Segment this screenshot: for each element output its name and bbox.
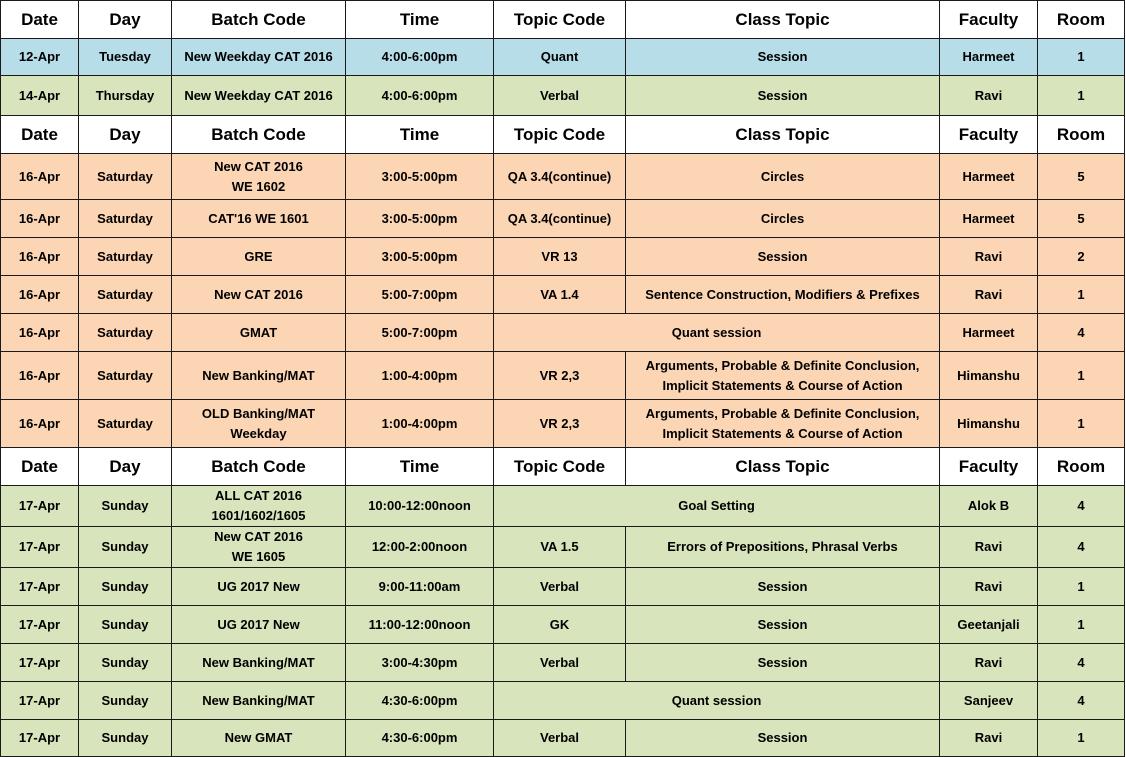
cell-room: 4 bbox=[1038, 314, 1125, 352]
cell-room: 4 bbox=[1038, 486, 1125, 527]
cell-day: Saturday bbox=[79, 314, 172, 352]
cell-batch-code: New Banking/MAT bbox=[172, 352, 346, 400]
table-row bbox=[1, 314, 1125, 352]
cell-date: 16-Apr bbox=[1, 238, 79, 276]
header-batch-code: Batch Code bbox=[172, 116, 346, 154]
cell-date: 17-Apr bbox=[1, 486, 79, 527]
table-row bbox=[1, 568, 1125, 606]
cell-room: 1 bbox=[1038, 568, 1125, 606]
cell-date: 16-Apr bbox=[1, 154, 79, 200]
cell-topic-code: VR 2,3 bbox=[494, 400, 626, 448]
cell-batch-code: New Weekday CAT 2016 bbox=[172, 39, 346, 76]
header-time: Time bbox=[346, 1, 494, 39]
cell-merged-topic: Quant session bbox=[494, 314, 940, 352]
cell-date: 12-Apr bbox=[1, 39, 79, 76]
header-class-topic: Class Topic bbox=[626, 1, 940, 39]
header-date: Date bbox=[1, 448, 79, 486]
cell-day: Saturday bbox=[79, 400, 172, 448]
header-row bbox=[1, 1, 1125, 39]
cell-room: 1 bbox=[1038, 76, 1125, 116]
cell-room: 5 bbox=[1038, 200, 1125, 238]
cell-batch-code: CAT'16 WE 1601 bbox=[172, 200, 346, 238]
header-faculty: Faculty bbox=[940, 448, 1038, 486]
cell-faculty: Ravi bbox=[940, 568, 1038, 606]
cell-topic-code: VR 13 bbox=[494, 238, 626, 276]
table-row bbox=[1, 76, 1125, 116]
cell-batch-code: New Banking/MAT bbox=[172, 644, 346, 682]
cell-date: 16-Apr bbox=[1, 400, 79, 448]
cell-batch-code: GRE bbox=[172, 238, 346, 276]
cell-topic-code: Quant bbox=[494, 39, 626, 76]
cell-date: 16-Apr bbox=[1, 276, 79, 314]
cell-class-topic: Sentence Construction, Modifiers & Prefixes bbox=[626, 276, 940, 314]
table-row bbox=[1, 527, 1125, 568]
header-time: Time bbox=[346, 116, 494, 154]
header-day: Day bbox=[79, 1, 172, 39]
cell-time: 11:00-12:00noon bbox=[346, 606, 494, 644]
cell-class-topic: Session bbox=[626, 568, 940, 606]
cell-topic-code: Verbal bbox=[494, 76, 626, 116]
cell-batch-code: UG 2017 New bbox=[172, 606, 346, 644]
cell-room: 1 bbox=[1038, 352, 1125, 400]
cell-date: 16-Apr bbox=[1, 200, 79, 238]
cell-class-topic: Session bbox=[626, 644, 940, 682]
cell-topic-code: QA 3.4(continue) bbox=[494, 200, 626, 238]
cell-day: Saturday bbox=[79, 200, 172, 238]
cell-time: 3:00-4:30pm bbox=[346, 644, 494, 682]
header-topic-code: Topic Code bbox=[494, 116, 626, 154]
cell-topic-code: Verbal bbox=[494, 568, 626, 606]
cell-class-topic: Circles bbox=[626, 154, 940, 200]
cell-day: Tuesday bbox=[79, 39, 172, 76]
table-row bbox=[1, 720, 1125, 757]
cell-date: 17-Apr bbox=[1, 682, 79, 720]
header-batch-code: Batch Code bbox=[172, 1, 346, 39]
header-room: Room bbox=[1038, 1, 1125, 39]
header-day: Day bbox=[79, 116, 172, 154]
cell-day: Sunday bbox=[79, 644, 172, 682]
cell-faculty: Harmeet bbox=[940, 314, 1038, 352]
cell-time: 4:30-6:00pm bbox=[346, 682, 494, 720]
table-row bbox=[1, 39, 1125, 76]
table-row bbox=[1, 352, 1125, 400]
cell-time: 4:30-6:00pm bbox=[346, 720, 494, 757]
cell-day: Sunday bbox=[79, 682, 172, 720]
cell-batch-code: New CAT 2016 WE 1605 bbox=[172, 527, 346, 568]
cell-batch-code: OLD Banking/MAT Weekday bbox=[172, 400, 346, 448]
cell-date: 17-Apr bbox=[1, 606, 79, 644]
cell-class-topic: Errors of Prepositions, Phrasal Verbs bbox=[626, 527, 940, 568]
header-class-topic: Class Topic bbox=[626, 116, 940, 154]
cell-day: Saturday bbox=[79, 154, 172, 200]
header-date: Date bbox=[1, 1, 79, 39]
cell-day: Thursday bbox=[79, 76, 172, 116]
cell-merged-topic: Quant session bbox=[494, 682, 940, 720]
cell-day: Sunday bbox=[79, 486, 172, 527]
cell-room: 1 bbox=[1038, 400, 1125, 448]
cell-class-topic: Arguments, Probable & Definite Conclusion, Implicit Statements & Course of Action bbox=[626, 352, 940, 400]
table-row bbox=[1, 644, 1125, 682]
table-row bbox=[1, 486, 1125, 527]
cell-time: 1:00-4:00pm bbox=[346, 400, 494, 448]
cell-class-topic: Arguments, Probable & Definite Conclusion, Implicit Statements & Course of Action bbox=[626, 400, 940, 448]
header-class-topic: Class Topic bbox=[626, 448, 940, 486]
cell-date: 17-Apr bbox=[1, 644, 79, 682]
header-topic-code: Topic Code bbox=[494, 448, 626, 486]
cell-merged-topic: Goal Setting bbox=[494, 486, 940, 527]
cell-batch-code: New GMAT bbox=[172, 720, 346, 757]
cell-faculty: Harmeet bbox=[940, 200, 1038, 238]
cell-time: 10:00-12:00noon bbox=[346, 486, 494, 527]
cell-room: 2 bbox=[1038, 238, 1125, 276]
cell-day: Sunday bbox=[79, 568, 172, 606]
cell-date: 14-Apr bbox=[1, 76, 79, 116]
cell-faculty: Geetanjali bbox=[940, 606, 1038, 644]
cell-time: 9:00-11:00am bbox=[346, 568, 494, 606]
cell-time: 4:00-6:00pm bbox=[346, 76, 494, 116]
cell-topic-code: Verbal bbox=[494, 644, 626, 682]
cell-date: 16-Apr bbox=[1, 314, 79, 352]
header-room: Room bbox=[1038, 448, 1125, 486]
cell-time: 5:00-7:00pm bbox=[346, 314, 494, 352]
cell-faculty: Himanshu bbox=[940, 400, 1038, 448]
cell-day: Saturday bbox=[79, 352, 172, 400]
table-row bbox=[1, 200, 1125, 238]
cell-date: 17-Apr bbox=[1, 720, 79, 757]
cell-time: 3:00-5:00pm bbox=[346, 200, 494, 238]
cell-class-topic: Session bbox=[626, 76, 940, 116]
header-faculty: Faculty bbox=[940, 116, 1038, 154]
cell-batch-code: New Weekday CAT 2016 bbox=[172, 76, 346, 116]
cell-faculty: Harmeet bbox=[940, 154, 1038, 200]
table-row bbox=[1, 400, 1125, 448]
header-batch-code: Batch Code bbox=[172, 448, 346, 486]
cell-faculty: Ravi bbox=[940, 76, 1038, 116]
cell-topic-code: VA 1.4 bbox=[494, 276, 626, 314]
cell-class-topic: Session bbox=[626, 720, 940, 757]
cell-day: Saturday bbox=[79, 276, 172, 314]
cell-faculty: Ravi bbox=[940, 720, 1038, 757]
cell-date: 17-Apr bbox=[1, 527, 79, 568]
cell-time: 5:00-7:00pm bbox=[346, 276, 494, 314]
cell-topic-code: Verbal bbox=[494, 720, 626, 757]
cell-batch-code: New CAT 2016 WE 1602 bbox=[172, 154, 346, 200]
cell-faculty: Sanjeev bbox=[940, 682, 1038, 720]
cell-faculty: Harmeet bbox=[940, 39, 1038, 76]
cell-class-topic: Session bbox=[626, 39, 940, 76]
cell-date: 16-Apr bbox=[1, 352, 79, 400]
cell-class-topic: Circles bbox=[626, 200, 940, 238]
cell-faculty: Ravi bbox=[940, 238, 1038, 276]
cell-faculty: Alok B bbox=[940, 486, 1038, 527]
cell-batch-code: GMAT bbox=[172, 314, 346, 352]
header-date: Date bbox=[1, 116, 79, 154]
cell-faculty: Ravi bbox=[940, 644, 1038, 682]
cell-room: 1 bbox=[1038, 606, 1125, 644]
header-time: Time bbox=[346, 448, 494, 486]
cell-time: 4:00-6:00pm bbox=[346, 39, 494, 76]
cell-topic-code: VA 1.5 bbox=[494, 527, 626, 568]
cell-day: Sunday bbox=[79, 606, 172, 644]
table-row bbox=[1, 682, 1125, 720]
table-row bbox=[1, 606, 1125, 644]
cell-room: 5 bbox=[1038, 154, 1125, 200]
cell-class-topic: Session bbox=[626, 238, 940, 276]
cell-date: 17-Apr bbox=[1, 568, 79, 606]
cell-room: 4 bbox=[1038, 644, 1125, 682]
header-day: Day bbox=[79, 448, 172, 486]
cell-day: Saturday bbox=[79, 238, 172, 276]
cell-batch-code: ALL CAT 2016 1601/1602/1605 bbox=[172, 486, 346, 527]
cell-room: 4 bbox=[1038, 527, 1125, 568]
cell-topic-code: VR 2,3 bbox=[494, 352, 626, 400]
cell-time: 3:00-5:00pm bbox=[346, 154, 494, 200]
cell-faculty: Ravi bbox=[940, 276, 1038, 314]
table-row bbox=[1, 276, 1125, 314]
cell-batch-code: New CAT 2016 bbox=[172, 276, 346, 314]
cell-room: 1 bbox=[1038, 720, 1125, 757]
table-row bbox=[1, 238, 1125, 276]
cell-time: 1:00-4:00pm bbox=[346, 352, 494, 400]
cell-day: Sunday bbox=[79, 527, 172, 568]
cell-topic-code: QA 3.4(continue) bbox=[494, 154, 626, 200]
header-row bbox=[1, 116, 1125, 154]
cell-room: 4 bbox=[1038, 682, 1125, 720]
cell-time: 12:00-2:00noon bbox=[346, 527, 494, 568]
header-row bbox=[1, 448, 1125, 486]
cell-day: Sunday bbox=[79, 720, 172, 757]
header-topic-code: Topic Code bbox=[494, 1, 626, 39]
cell-batch-code: UG 2017 New bbox=[172, 568, 346, 606]
header-faculty: Faculty bbox=[940, 1, 1038, 39]
table-row bbox=[1, 154, 1125, 200]
cell-class-topic: Session bbox=[626, 606, 940, 644]
cell-topic-code: GK bbox=[494, 606, 626, 644]
cell-batch-code: New Banking/MAT bbox=[172, 682, 346, 720]
cell-faculty: Himanshu bbox=[940, 352, 1038, 400]
cell-room: 1 bbox=[1038, 39, 1125, 76]
cell-faculty: Ravi bbox=[940, 527, 1038, 568]
cell-time: 3:00-5:00pm bbox=[346, 238, 494, 276]
header-room: Room bbox=[1038, 116, 1125, 154]
cell-room: 1 bbox=[1038, 276, 1125, 314]
